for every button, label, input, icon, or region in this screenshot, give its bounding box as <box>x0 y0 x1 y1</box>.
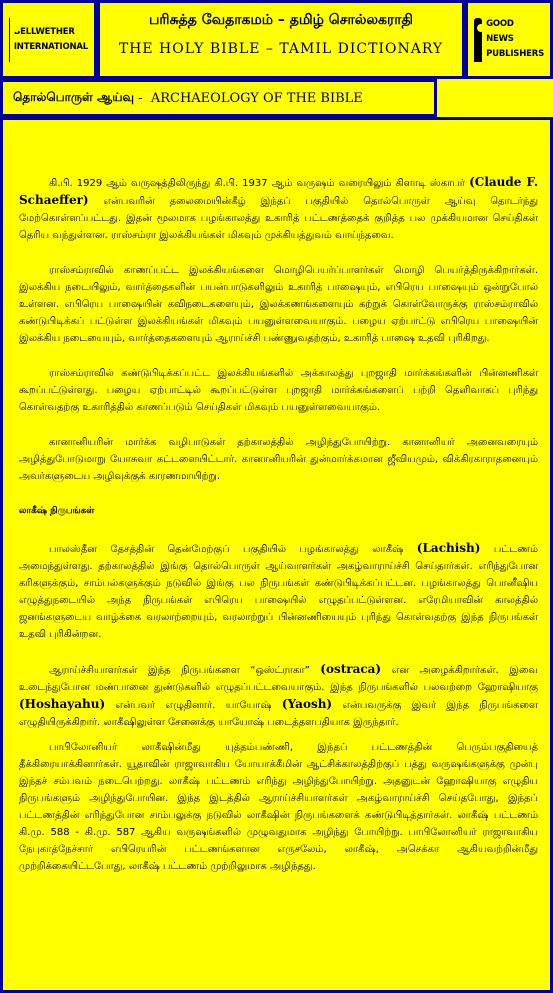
bellwether-logo-box <box>0 0 97 79</box>
paragraph-6-text-d: என்பவருக்கு இவர் இந்த நிருபங்களை எழுதியிருக்கிறார். லாகீஷிலுள்ள சேனைக்கு யாயோஷ் படைத்தளபதியாக இருந்தார். <box>19 700 538 728</box>
logo-right-line2: PUBLISHERS <box>486 49 544 59</box>
subheading-lachish-letters: லாகீஷ் நிருபங்கள் <box>19 506 95 516</box>
paragraph-6-english-term-1: (ostraca) <box>320 662 382 676</box>
good-news-logo[interactable] <box>474 11 544 68</box>
logo-left-line2: INTERNATIONAL <box>13 41 88 52</box>
paragraph-6 <box>19 661 538 731</box>
paragraph-5-text-a: பாலஸ்தீன தேசத்தின் தென்மேற்குப் பகுதியில் பழங்காலத்து லாகீஷ் <box>49 544 417 555</box>
paragraph-6-text-a: ஆராய்ச்சியாளர்கள் இந்த நிருபங்களை “ஒஸ்ட்ராகா” <box>49 665 321 676</box>
paragraph-6-text-b: என அழைக்கிறார்கள். இவை உடைந்துபோன மண்பானை துண்டுகளில் எழுதப்பட்டவையாகும். இந்த நிருபங்களில் பலவற்றை ஹோஷியாகு <box>19 665 538 693</box>
section-title-english: ARCHAEOLOGY OF THE BIBLE <box>150 90 363 106</box>
paragraph-5 <box>19 540 538 643</box>
paragraph-7: பாபிலோனியர் லாகீஷின்மீது யுத்தம்பண்ணி, இந்தப் பட்டணத்தின் பெரும்பகுதியைத் தீக்கிரையாக்கினார்கள். யூதாவின் ராஜாவாகிய யோயாக்கீமின் ஆட்சிக்காலத்திற்குப் பத்து வருஷங்களுக்கு முன்பு இந்தச் சம்பவம் நடைபெற்றது. லாகீஷ் பட்டணம் எரிந்து அழிந்துபோயிற்று. அதனுடன் ஹோஷியாகு எழுதிய நிருபங்களும் அழிந்துபோயின. இந்த இடத்தில் ஆராய்ச்சியாளர்கள் அகழ்வாராய்ச்சி செய்தபோது, இந்தப் பட்டணத்தின் எரிந்துபோன சாம்பலுக்கு நடுவில் லாகீஷின் நிருபங்களைக் கண்டுபிடித்தார்கள். லாகீஷ் பட்டணம் கி.மு. 588 - கி.மு. 587 ஆகிய வருஷங்களில் முழுவதுமாக அழிந்து போயிற்று. பாபிலோனியர் ராஜாவாகிய நேபுகாத்நேச்சார் எபிரெயரின் பட்டணங்களான எருசலேம், லாகீஷ், அசெக்கா ஆகியவற்றின்மீது முற்றிக்கையிட்டபோது, லாகீஷ் பட்டணம் முற்றிலுமாக அழிந்தது. <box>19 742 538 872</box>
article-body <box>19 174 538 875</box>
bellwether-logo[interactable] <box>9 11 88 68</box>
paragraph-1 <box>19 174 538 244</box>
paragraph-1-english-term: (Claude F. Schaeffer) <box>19 175 538 207</box>
book-icon <box>474 18 482 62</box>
page-title-tamil: பரிசுத்த வேதாகமம் – தமிழ் சொல்லகராதி <box>149 12 413 28</box>
section-title-tamil: தொல்பொருள் ஆய்வு <box>13 90 135 104</box>
page-title-english: THE HOLY BIBLE – TAMIL DICTIONARY <box>118 41 444 57</box>
paragraph-6-english-term-3: (Yaosh) <box>281 697 333 711</box>
article-box <box>0 117 553 993</box>
section-heading <box>0 79 437 117</box>
good-news-logo-box <box>465 0 553 79</box>
title-box <box>97 0 465 79</box>
logo-left-line1: BELLWETHER <box>13 26 75 37</box>
paragraph-5-text-b: பட்டணம் அமைந்துள்ளது. தற்காலத்தில் இங்கு தொல்பொருள் ஆய்வாளர்கள் அகழ்வாராய்ச்சி செய்தார்கள். எரிந்துபோன கரிகளுக்கும், சாம்பல்களுக்கும் நடுவில் இங்கு பல நிருபங்கள் கண்டுபிடிக்கப்பட்டன. பழங்காலத்து பொனீஷிய எழுத்துநடையில் அந்த நிருபங்கள் எபிரெய பாஷையில் எழுதப்பட்டுள்ளன. எரேமியாவின் காலத்தில் ஜனங்களுடைய வாழ்க்கை வரலாற்றையும், வரலாற்றுப் பின்னணியையும் புரிந்து கொள்வதற்கு இந்த நிருபங்கள் உதவி புரிகின்றன. <box>19 544 539 640</box>
paragraph-5-english-term: (Lachish) <box>416 541 481 555</box>
paragraph-1-text-a: கி.பி. 1929 ஆம் வருஷத்திலிருந்து கி.பி. 1937 ஆம் வருஷம் வரையிலும் கிளாடி ஸ்காபர் <box>49 178 470 189</box>
paragraph-4: கானானியரின் மார்க்க வழிபாடுகள் தற்காலத்தில் அழிந்துபோயிற்று. கானானியர் அனைவரையும் அழித்துபோடுமாறு யோசுவா கட்டளையிட்டார். கானானியரின் துன்மார்க்கமான ஜீவியமும், விக்கிரகாராதனையும் அவர்களுடைய அழிவுக்குக் காரணமாயிற்று. <box>19 437 538 482</box>
section-separator: - <box>138 90 143 106</box>
paragraph-6-text-c: என்பவர் எழுதினார். யாயோஷ் <box>105 700 282 711</box>
logo-right-line1: GOOD NEWS <box>486 19 514 44</box>
bell-icon <box>9 18 10 62</box>
paragraph-2: ராஸ்சம்ராவில் காணப்பட்ட இலக்கியங்களை மொழிபெயர்ப்பாளர்கள் மொழி பெயர்த்திருக்கிறார்கள். இலக்கிய நடையிலும், வார்த்தைகளின் பயன்பாடுகளிலும் உகாரித் பாஷையும், எபிரெய பாஷையும் ஒன்றுபோல் உள்ளன. எபிரெய பாஷையின் கவிநடைகளையும், இலக்கணங்களையும் கற்றுக் கொள்வோருக்கு ராஸ்சம்ராவில் கண்டுபிடிக்கப் பட்டுள்ள இலக்கியங்கள் மிகவும் பயனுள்ளவையாகும். பழைய ஏற்பாட்டு எபிரெய பாஷையின் இலக்கிய நடையையும், வார்த்தைகளையும் ஆராய்ச்சி பண்ணுவதற்கும், உகாரித் பாஷை உதவி புரிகிறது. <box>19 265 538 344</box>
paragraph-6-english-term-2: (Hoshayahu) <box>19 697 106 711</box>
paragraph-1-text-b: என்பவரின் தலைமையின்கீழ் இந்தப் பகுதியில் தொல்பொருள் ஆய்வு தொடர்ந்து மேற்கொள்ளப்பட்டது. இதன் மூலமாக பழங்காலத்து உகாரித் பட்டணத்தைக் குறித்த பல முக்கியமான செய்திகள் தெரிய வந்துள்ளன. ராஸ்சம்ரா இலக்கியங்கள் மிகவும் முக்கியத்துவம் வாய்ந்தவை. <box>19 196 538 241</box>
paragraph-3: ராஸ்சம்ராவில் கண்டுபிடிக்கப்பட்ட இலக்கியங்களில் அக்காலத்து புறஜாதி மார்க்கங்களின் பின்னணிகள் கூறப்பட்டுள்ளது. பழைய ஏற்பாட்டில் கூறப்பட்டுள்ள புறஜாதி மார்க்கங்களைப் பற்றி தெளிவாகப் புரிந்து கொள்வதற்கு உகாரித்தில் காணப்படும் செய்திகள் மிகவும் பயனுள்ளவையாகும். <box>19 368 538 413</box>
